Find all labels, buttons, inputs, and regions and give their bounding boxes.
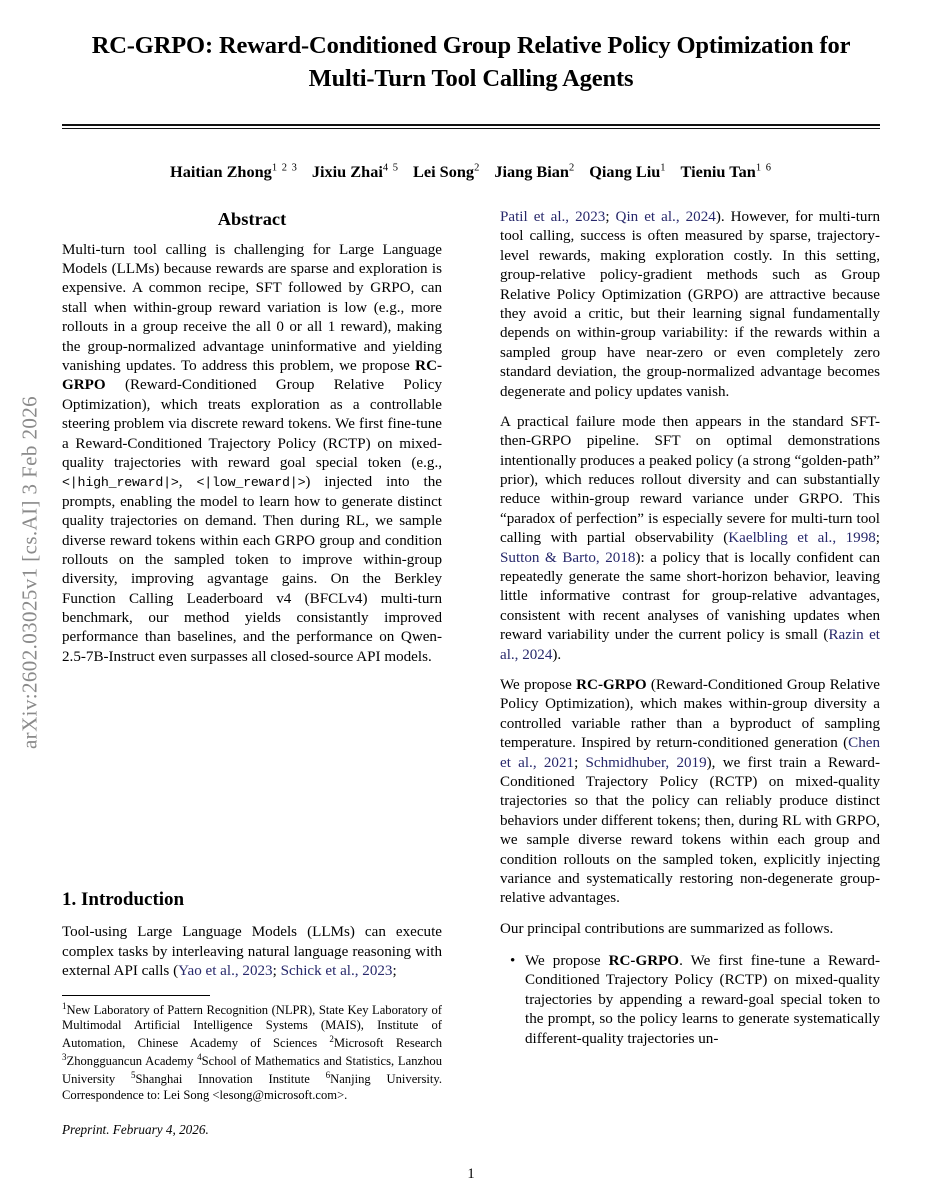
citation-kaelbling-1998[interactable]: Kaelbling et al., 1998 (728, 530, 876, 547)
citation-razin-2024[interactable]: Razin et al., 2024 (500, 627, 881, 663)
intro-text-1: Tool-using Large Language Models (LLMs) can execute complex tasks by interleaving natural language reasoning with external API calls ( (62, 924, 442, 980)
footnote-divider (62, 995, 210, 996)
abstract-text-2: (Reward-Conditioned Group Relative Policy Optimization), which treats exploration as a controllable steering problem via discrete reward tokens. We first fine-tune a Reward-Conditioned Trajectory Policy (RCTP) on mixed-quality trajectories with reward goal special token (e.g., (62, 377, 442, 471)
right-text-2a: A practical failure mode then appears in the standard SFT-then-GRPO pipeline. SFT on optimal demonstrations intentionally produces a peaked policy (a strong “golden-path” prior), which reduces rollout diversity and can substantially reduce within-group reward variance under GRPO. This “paradox of perfection” is especially severe for multi-turn tool calling with partial observability ( (500, 413, 880, 547)
affil-mark-4: 4 (197, 1051, 202, 1062)
author-name: Qiang Liu (589, 161, 661, 181)
citation-yao-2023[interactable]: Yao et al., 2023 (178, 963, 273, 980)
bullet-text-b: . We first fine-tune a Reward-Conditioned Trajectory Policy (RCTP) on mixed-quality trajectories by appending a reward-goal special token to the prompt, so the policy learns to generate systematically different-quality trajectories un- (525, 953, 880, 1047)
introduction-section (62, 888, 442, 1139)
abstract-section (62, 208, 442, 667)
abstract-text-4: ) injected into the prompts, enabling the model to learn how to generate distinct quality trajectories on demand. Then during RL, we sample diverse reward tokens within each GRPO group and condition rollouts on the sampled token to improve within-group diversity, improving agvantage gains. On the Berkley Function Calling Leaderboard v4 (BFCLv4) multi-turn benchmark, our method yields consistantly improved performance than baselines, and the performance on Qwen-2.5-7B-Instruct even surpasses all closed-source API models. (62, 474, 443, 665)
right-text-3c: ), we first train a Reward-Conditioned Trajectory Policy (RCTP) on mixed-quality trajectories so that the policy can reliably produce distinct behaviors under different tokens; then, during RL with GRPO, we sample diverse reward tokens within each group and condition rollouts on the sampled token, explicitly injecting variance and systematically restoring non-degenerate group-relative advantages. (500, 754, 881, 907)
right-paragraph-1 (500, 208, 880, 402)
footnote-affiliations (62, 1001, 442, 1104)
contributions-list (500, 952, 880, 1049)
citation-qin-2024[interactable]: Qin et al., 2024 (615, 209, 716, 225)
two-column-body (62, 208, 880, 1168)
author-entry (681, 162, 772, 181)
citation-patil-2023[interactable]: Patil et al., 2023 (500, 209, 606, 225)
affil-text-5: Shanghai Innovation Institute (135, 1072, 326, 1087)
right-text-3a: We propose (500, 676, 577, 693)
abstract-text-1: Multi-turn tool calling is challenging for Large Language Models (LLMs) because rewards are sparse and exploration is expensive. A common recipe, SFT followed by GRPO, can stall when within-group reward variation is low (e.g., more rollouts in a group receive the all 0 or all 1 reward), making the group-normalized advantage uninformative and yielding vanishing updates. To address this problem, we propose (62, 241, 442, 374)
page-title: RC-GRPO: Reward-Conditioned Group Relative Policy Optimization for Multi-Turn Tool Calling Agents (91, 32, 851, 92)
affil-mark-2: 2 (329, 1034, 334, 1045)
citation-sutton-barto-2018[interactable]: Sutton & Barto, 2018 (500, 549, 636, 566)
author-entry (494, 162, 575, 181)
abstract-rcgrpo-bold: RC-GRPO (62, 357, 442, 394)
cite-separator: ; (272, 963, 281, 980)
author-name: Jiang Bian (494, 161, 569, 181)
author-affiliation-marks: 2 (568, 162, 576, 174)
affil-text-4: School of Mathematics and Statistics, Lanzhou University (62, 1054, 442, 1087)
page-number: 1 (467, 1166, 475, 1182)
author-affiliation-marks: 2 (474, 162, 481, 174)
cite-separator: ; (605, 209, 616, 225)
affil-mark-1: 1 (62, 1000, 67, 1011)
cite-separator: ; (875, 530, 880, 547)
bullet-rcgrpo-bold: RC-GRPO (608, 953, 680, 970)
introduction-heading: 1. Introduction (62, 889, 185, 910)
arxiv-stamp: arXiv:2602.03025v1 [cs.AI] 3 Feb 2026 (17, 395, 42, 750)
author-name: Tieniu Tan (680, 161, 756, 181)
right-paragraph-3 (500, 676, 880, 909)
author-affiliation-marks: 1 6 (755, 162, 772, 174)
affil-text-1: New Laboratory of Pattern Recognition (NLPR), State Key Laboratory of Multimodal Artificial Intelligence Systems (MAIS), Institute of Automation, Chinese Academy of Sciences (62, 1002, 442, 1051)
author-name: Lei Song (413, 161, 475, 181)
author-entry (312, 162, 399, 181)
affil-mark-6: 6 (325, 1069, 331, 1080)
abstract-body (62, 241, 442, 668)
cite-separator: ; (574, 754, 586, 771)
introduction-paragraph (62, 923, 442, 981)
author-name: Haitian Zhong (170, 161, 272, 181)
paper-page (62, 0, 880, 1200)
right-paragraph-2 (500, 413, 880, 665)
low-reward-token: <|low_reward|> (196, 475, 306, 491)
author-entry (170, 162, 298, 181)
affil-mark-3: 3 (62, 1051, 67, 1062)
title-divider (62, 124, 880, 129)
preprint-line: Preprint. February 4, 2026. (62, 1122, 209, 1138)
citation-schick-2023[interactable]: Schick et al., 2023 (280, 963, 393, 980)
list-item (525, 952, 880, 1049)
right-paragraph-4: Our principal contributions are summarized as follows. (500, 920, 834, 937)
rcgrpo-bold: RC-GRPO (576, 676, 647, 693)
author-entry (589, 162, 666, 181)
author-affiliation-marks: 1 2 3 (271, 162, 298, 174)
right-column (500, 208, 880, 1049)
abstract-heading: Abstract (217, 209, 287, 229)
affil-text-6: Nanjing University. Correspondence to: Lei Song <lesong@microsoft.com>. (62, 1072, 443, 1102)
citation-chen-2021[interactable]: Chen et al., 2021 (500, 735, 880, 771)
citation-schmidhuber-2019[interactable]: Schmidhuber, 2019 (585, 754, 707, 771)
author-list (62, 161, 880, 182)
right-text-2b: ): a policy that is locally confident can repeatedly generate the same short-horizon behavior, leaving little informative contrast for group-relative advantages, consistent with recent analyses of vanishing updates when reward variability under the current policy is small ( (500, 549, 880, 644)
author-entry (413, 162, 480, 181)
right-text-3b: (Reward-Conditioned Group Relative Policy Optimization), which makes within-group diversity a controlled variable rather than a byproduct of sampling temperature. Inspired by return-conditioned generation ( (500, 676, 880, 752)
affil-text-2: Microsoft Research (333, 1036, 442, 1051)
affil-text-3: Zhongguancun Academy (66, 1054, 198, 1069)
author-affiliation-marks: 1 (660, 162, 667, 174)
high-reward-token: <|high_reward|> (62, 475, 179, 491)
affil-mark-5: 5 (130, 1069, 136, 1080)
right-text-1: ). However, for multi-turn tool calling, success is often measured by sparse, trajectory-level rewards, making exploration costly. In this setting, group-relative policy-gradient methods such as Group Relative Policy Optimization (GRPO) are attractive because they avoid a critic, but their learning signal fundamentally depends on within-group variability: if the rewards within a sampled group have near-zero or even completely zero standard deviation, the group-normalized advantage becomes degenerate and policy updates vanish. (500, 209, 881, 400)
bullet-text-a: We propose (525, 953, 609, 970)
cite-separator: ; (392, 963, 397, 980)
author-name: Jixiu Zhai (311, 161, 383, 181)
abstract-text-3: , (178, 474, 197, 491)
right-text-2c: ). (552, 646, 562, 663)
author-affiliation-marks: 4 5 (382, 162, 399, 174)
